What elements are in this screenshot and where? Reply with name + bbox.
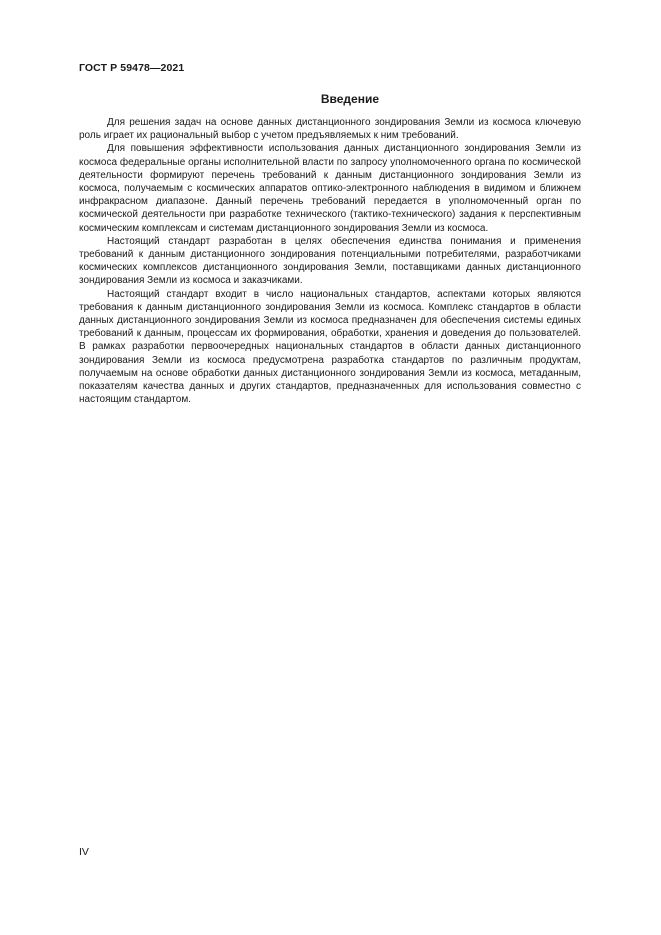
page-number: IV [79, 846, 89, 858]
paragraph: Настоящий стандарт разработан в целях обеспечения единства понимания и применения требований к данным дистанционного зондирования потенциальными потребителями, разработчиками космических комплексов дистанционного зондирования Земли, поставщиками данных дистанционного зондирования Земли из космоса и заказчиками. [79, 235, 581, 287]
paragraph: Для решения задач на основе данных дистанционного зондирования Земли из космоса ключевую роль играет их рациональный выбор с учетом предъявляемых к ним требований. [79, 117, 581, 142]
paragraph: Настоящий стандарт входит в число национальных стандартов, аспектами которых являются требования к данным дистанционного зондирования Земли из космоса. Комплекс стандартов в области данных дистанционного зондирования Земли из космоса предназначен для обеспечения системы единых требований к данным, процессам их формирования, обработки, хранения и доведения до пользователей. В рамках разработки первоочередных национальных стандартов в области данных дистанционного зондирования Земли из космоса предусмотрена разработка стандартов по различным продуктам, получаемым на основе обработки данных дистанционного зондирования Земли из космоса, метаданным, показателям качества данных и других стандартов, предназначенных для использования совместно с настоящим стандартом. [79, 288, 581, 406]
section-title-text: Введение [320, 92, 379, 106]
standard-code-header: ГОСТ Р 59478—2021 [79, 62, 185, 74]
paragraph: Для повышения эффективности использования данных дистанционного зондирования Земли из космоса федеральные органы исполнительной власти по запросу уполномоченного органа по космической деятельности формируют перечень требований к данным дистанционного зондирования Земли из космоса, получаемым с космических аппаратов оптико-электронного наблюдения в видимом и ближнем инфракрасном диапазоне. Данный перечень требований передается в уполномоченный орган по космической деятельности при разработке технического (тактико-технического) задания к перспективным космическим комплексам и системам дистанционного зондирования Земли из космоса. [79, 143, 581, 234]
section-title [79, 92, 579, 106]
body-text [79, 116, 581, 406]
